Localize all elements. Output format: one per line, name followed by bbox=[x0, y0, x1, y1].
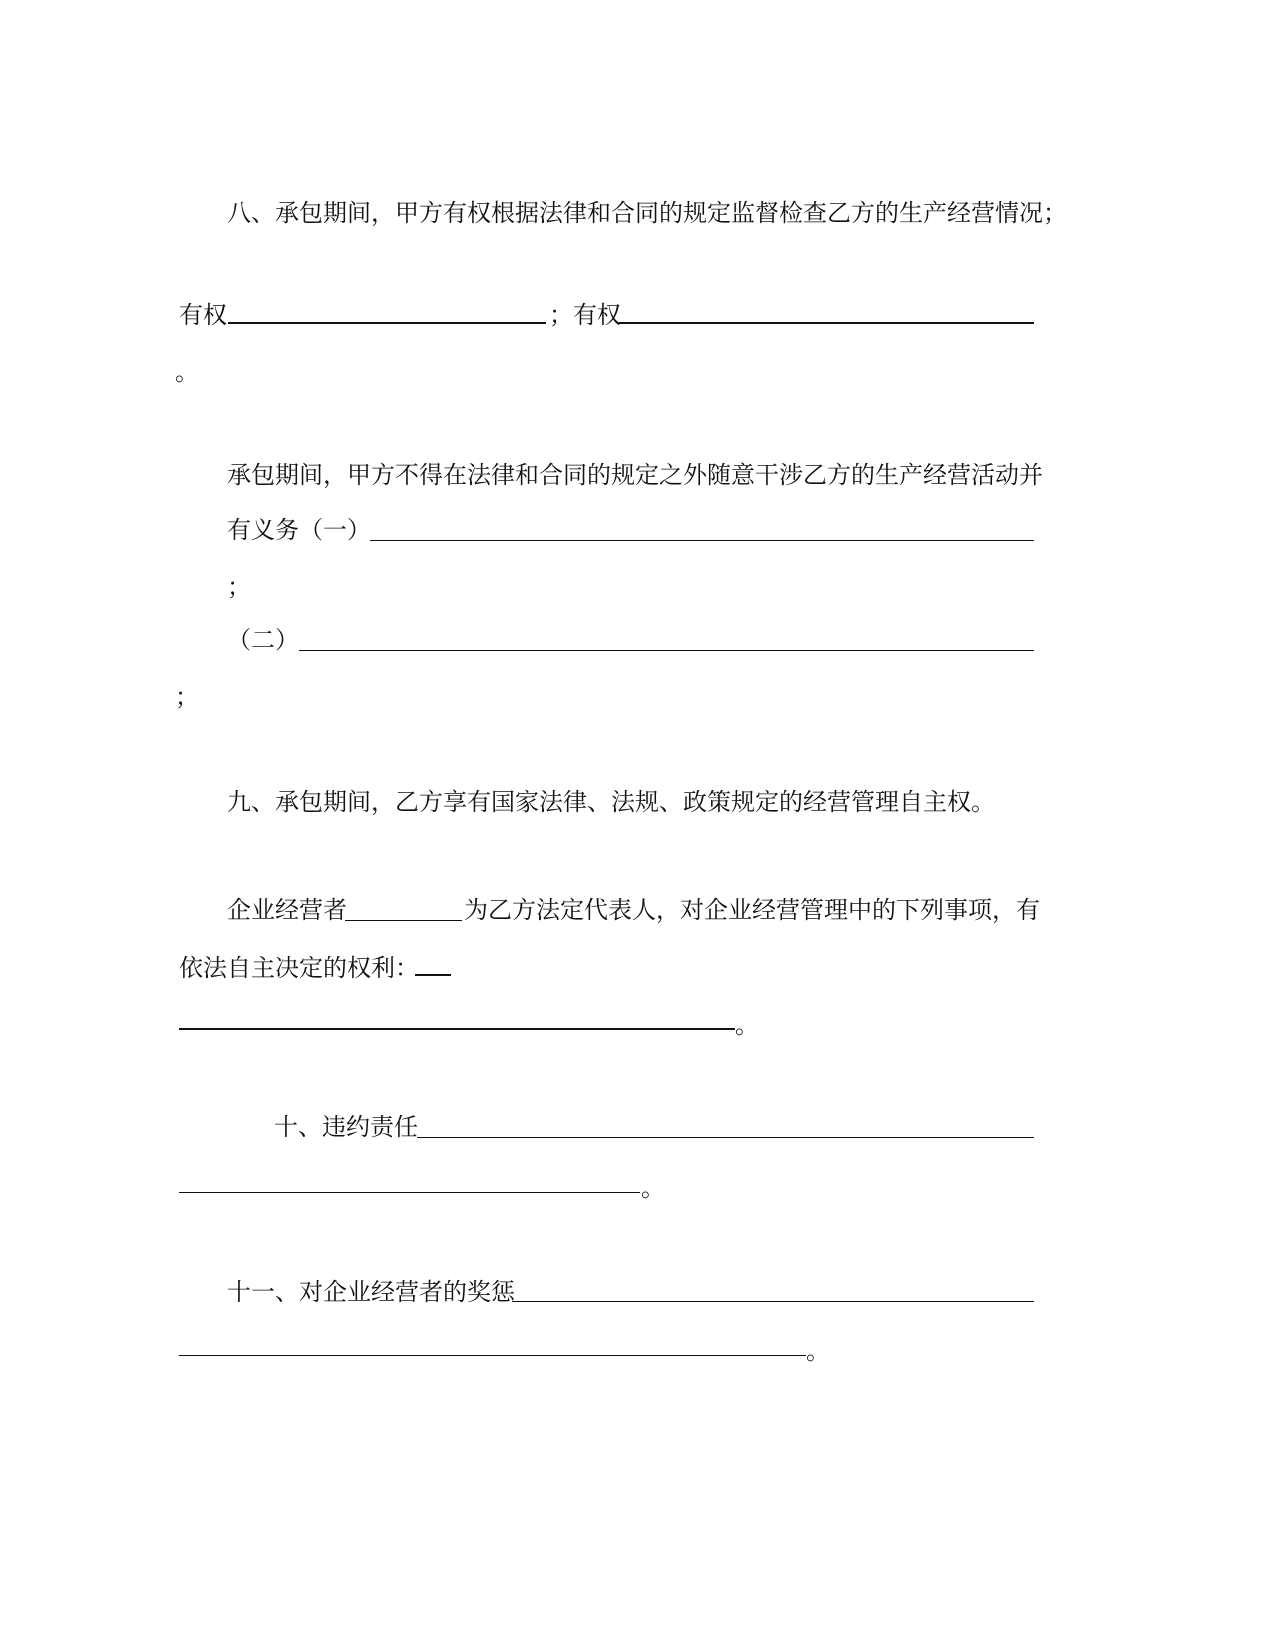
blank-rewards-1[interactable] bbox=[512, 1301, 1034, 1302]
right-label-1: 有权 bbox=[179, 301, 227, 329]
blank-rights-start[interactable] bbox=[415, 974, 451, 976]
clause-10-title: 十、违约责任 bbox=[274, 1113, 418, 1141]
clause-11-title: 十一、对企业经营者的奖惩 bbox=[227, 1278, 515, 1306]
semicolon-2: ； bbox=[175, 683, 199, 711]
clause-8-line: 八、承包期间，甲方有权根据法律和合同的规定监督检查乙方的生产经营情况； bbox=[227, 199, 1067, 227]
blank-right-1[interactable] bbox=[228, 322, 546, 324]
period-4: 。 bbox=[806, 1337, 830, 1365]
period-1: 。 bbox=[175, 358, 199, 386]
clause-9-line: 九、承包期间，乙方享有国家法律、法规、政策规定的经营管理自主权。 bbox=[227, 788, 995, 816]
blank-right-2[interactable] bbox=[619, 322, 1034, 324]
clause-9-para2-b: 为乙方法定代表人，对企业经营管理中的下列事项，有 bbox=[464, 896, 1040, 924]
period-3: 。 bbox=[641, 1174, 665, 1202]
clause-9-para2-c: 依法自主决定的权利： bbox=[179, 954, 419, 982]
duty-label-2: （二） bbox=[227, 626, 299, 654]
clause-8-para2: 承包期间，甲方不得在法律和合同的规定之外随意干涉乙方的生产经营活动并 bbox=[227, 461, 1043, 489]
blank-rights[interactable] bbox=[179, 1028, 735, 1030]
blank-rewards-2[interactable] bbox=[179, 1355, 806, 1356]
clause-9-para2-a: 企业经营者 bbox=[227, 896, 347, 924]
blank-liability-1[interactable] bbox=[417, 1137, 1034, 1138]
duty-label-1: 有义务（一） bbox=[227, 516, 371, 544]
blank-duty-1[interactable] bbox=[370, 540, 1034, 541]
right-label-2: ；有权 bbox=[549, 301, 621, 329]
blank-liability-2[interactable] bbox=[179, 1192, 640, 1193]
blank-duty-2[interactable] bbox=[299, 650, 1034, 651]
semicolon-1: ； bbox=[227, 573, 251, 601]
period-2: 。 bbox=[735, 1011, 759, 1039]
blank-operator-name[interactable] bbox=[345, 920, 462, 921]
